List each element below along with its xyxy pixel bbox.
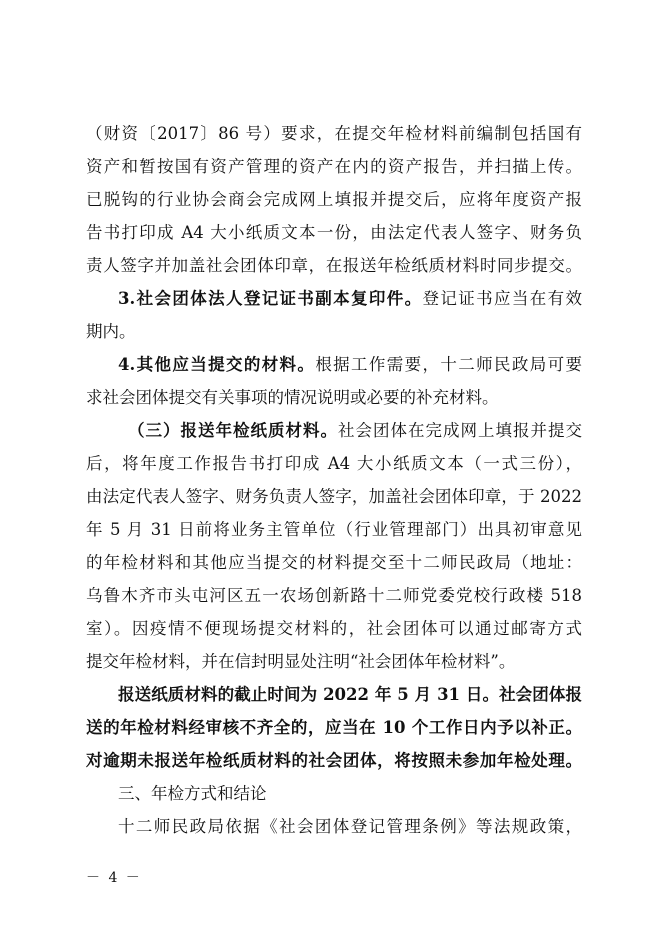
item3-text: 登记证书应当在有效 <box>422 289 582 308</box>
deadline-line: 报送纸质材料的截止时间为 2022 年 5 月 31 日。社会团体报 <box>118 685 582 704</box>
section3-line: 乌鲁木齐市头屯河区五一农场创新路十二师党委党校行政楼 518 <box>86 586 582 605</box>
section3-line: 由法定代表人签字、财务负责人签字，加盖社会团体印章，于 2022 <box>86 487 582 506</box>
body-line: 已脱钩的行业协会商会完成网上填报并提交后，应将年度资产报 <box>86 190 582 209</box>
section3-heading: （三）报送年检纸质材料。 <box>128 421 338 440</box>
item4-heading: 4.其他应当提交的材料。 <box>118 355 316 374</box>
item4-text-cont: 求社会团体提交有关事项的情况说明或必要的补充材料。 <box>86 388 499 407</box>
section3-paragraph <box>128 421 582 441</box>
item3-text-cont: 期内。 <box>86 322 136 341</box>
item3-paragraph <box>118 289 582 309</box>
item3-heading: 3.社会团体法人登记证书副本复印件。 <box>118 289 423 308</box>
section3-line: 后，将年度工作报告书打印成 A4 大小纸质文本（一式三份）， <box>86 454 582 473</box>
item4-text: 根据工作需要，十二师民政局可要 <box>315 355 583 374</box>
body-line: 告书打印成 A4 大小纸质文本一份，由法定代表人签字、财务负 <box>86 223 582 242</box>
deadline-line: 送的年检材料经审核不齐全的，应当在 10 个工作日内予以补正。 <box>86 718 582 737</box>
section3-line: 室）。因疫情不便现场提交材料的，社会团体可以通过邮寄方式 <box>86 619 582 638</box>
body-line: 责人签字并加盖社会团体印章，在报送年检纸质材料时同步提交。 <box>86 256 582 275</box>
section3-text: 社会团体在完成网上填报并提交 <box>338 421 582 440</box>
body-line: 资产和暂按国有资产管理的资产在内的资产报告，并扫描上传。 <box>86 157 582 176</box>
page-number: － 4 － <box>86 870 142 886</box>
part3-text: 十二师民政局依据《社会团体登记管理条例》等法规政策， <box>118 817 582 836</box>
section3-line: 年 5 月 31 日前将业务主管单位（行业管理部门）出具初审意见 <box>86 520 582 539</box>
section3-line: 提交年检材料，并在信封明显处注明“社会团体年检材料”。 <box>86 652 516 671</box>
part3-heading: 三、年检方式和结论 <box>118 784 267 803</box>
section3-line: 的年检材料和其他应当提交的材料提交至十二师民政局（地址： <box>86 553 582 572</box>
item4-paragraph <box>118 355 582 375</box>
body-line: （财资〔2017〕86 号）要求，在提交年检材料前编制包括国有 <box>86 124 582 143</box>
deadline-line: 对逾期未报送年检纸质材料的社会团体，将按照未参加年检处理。 <box>86 751 582 770</box>
